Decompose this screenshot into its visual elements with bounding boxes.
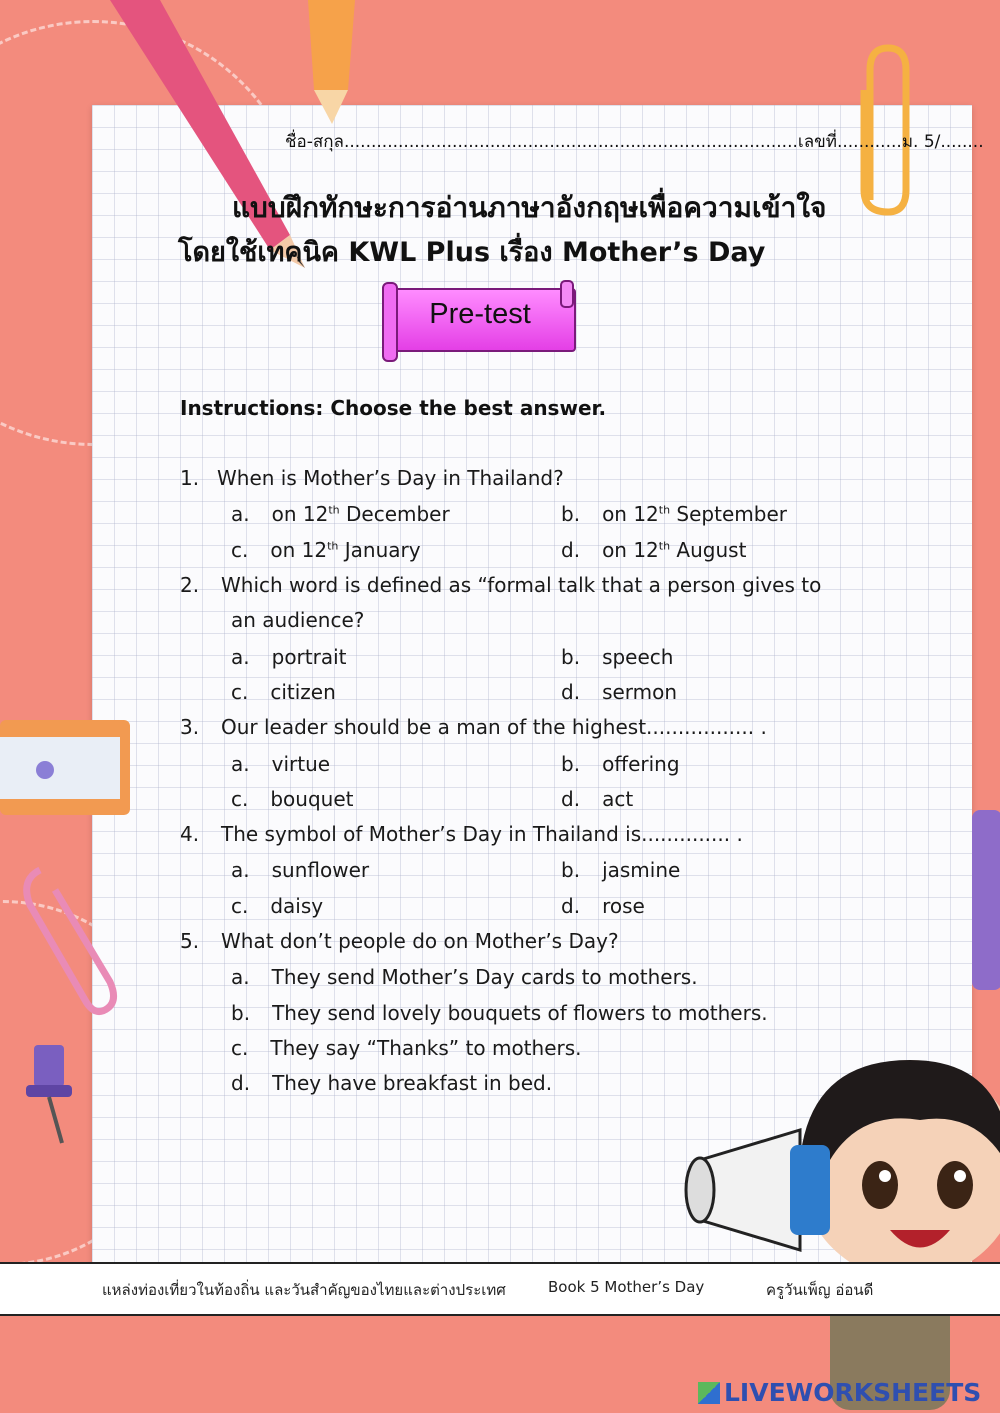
option-letter: a. xyxy=(231,502,250,526)
option-text: December xyxy=(339,502,450,526)
answer-option[interactable] xyxy=(231,645,347,669)
option-text: on 12 xyxy=(602,502,659,526)
answer-option[interactable] xyxy=(231,680,336,704)
option-text: January xyxy=(338,538,421,562)
option-text: daisy xyxy=(270,894,324,918)
option-text: citizen xyxy=(270,680,336,704)
option-letter: d. xyxy=(561,680,581,704)
question-text: When is Mother’s Day in Thailand? xyxy=(217,466,564,490)
name-label: ชื่อ-สกุล xyxy=(285,132,344,152)
answer-option[interactable] xyxy=(561,752,680,776)
answer-option[interactable] xyxy=(561,787,633,811)
question-text: Which word is defined as “formal talk that a person gives to xyxy=(221,573,822,597)
footer-subject: แหล่งท่องเที่ยวในท้องถิ่น และวันสำคัญของไทยและต่างประเทศ xyxy=(102,1281,506,1299)
option-letter: a. xyxy=(231,858,250,882)
question-number: 3. xyxy=(180,715,200,739)
push-pin-icon xyxy=(20,1035,90,1145)
question-number: 5. xyxy=(180,929,200,953)
option-letter: b. xyxy=(561,502,581,526)
answer-option[interactable] xyxy=(231,1001,768,1025)
option-letter: d. xyxy=(231,1071,251,1095)
option-text: act xyxy=(602,787,634,811)
question-number: 2. xyxy=(180,573,200,597)
option-text: offering xyxy=(602,752,680,776)
watermark-text: LIVEWORKSHEETS xyxy=(724,1378,982,1407)
paperclip-icon xyxy=(10,850,120,1020)
answer-option[interactable] xyxy=(231,858,369,882)
question-text: What don’t people do on Mother’s Day? xyxy=(221,929,619,953)
answer-option[interactable] xyxy=(231,1036,582,1060)
answer-option[interactable] xyxy=(231,752,330,776)
page-footer xyxy=(0,1262,1000,1316)
student-info-line xyxy=(285,128,984,155)
option-letter: b. xyxy=(231,1001,251,1025)
option-text: bouquet xyxy=(270,787,354,811)
option-letter: c. xyxy=(231,1036,249,1060)
question-text-continued: an audience? xyxy=(231,608,365,632)
question-text: The symbol of Mother’s Day in Thailand is.............. . xyxy=(221,822,743,846)
question-text: Our leader should be a man of the highest................. . xyxy=(221,715,767,739)
answer-option[interactable] xyxy=(561,502,787,526)
pre-test-banner xyxy=(382,282,574,360)
option-text: on 12 xyxy=(271,502,329,526)
answer-option[interactable] xyxy=(561,538,746,562)
option-letter: a. xyxy=(231,645,250,669)
number-label: เลขที่ xyxy=(797,132,837,152)
ordinal-suffix: th xyxy=(328,503,340,517)
answer-option[interactable] xyxy=(561,858,680,882)
option-text: They send Mother’s Day cards to mothers. xyxy=(271,965,698,989)
answer-option[interactable] xyxy=(231,502,450,526)
option-letter: c. xyxy=(231,538,249,562)
option-text: They have breakfast in bed. xyxy=(272,1071,553,1095)
answer-option[interactable] xyxy=(231,1071,552,1095)
ordinal-suffix: th xyxy=(327,539,339,553)
option-letter: d. xyxy=(561,538,581,562)
option-letter: c. xyxy=(231,894,249,918)
ordinal-suffix: th xyxy=(658,503,671,517)
orange-pencil-icon xyxy=(300,0,360,125)
option-letter: d. xyxy=(561,787,581,811)
answer-option[interactable] xyxy=(231,538,421,562)
option-text: jasmine xyxy=(602,858,681,882)
option-letter: a. xyxy=(231,965,250,989)
purple-marker-icon xyxy=(968,800,1000,990)
class-label: ม. 5/ xyxy=(901,132,941,152)
answer-option[interactable] xyxy=(231,787,353,811)
option-text: portrait xyxy=(271,645,347,669)
instructions: Instructions: Choose the best answer. xyxy=(180,396,607,420)
question-number: 4. xyxy=(180,822,200,846)
option-letter: c. xyxy=(231,680,249,704)
answer-option[interactable] xyxy=(561,645,673,669)
option-text: rose xyxy=(602,894,645,918)
footer-book: Book 5 Mother’s Day xyxy=(548,1278,705,1296)
option-text: virtue xyxy=(271,752,331,776)
option-letter: b. xyxy=(561,858,581,882)
option-text: speech xyxy=(602,645,674,669)
option-text: September xyxy=(670,502,787,526)
ordinal-suffix: th xyxy=(658,539,671,553)
answer-option[interactable] xyxy=(561,680,677,704)
option-text: August xyxy=(670,538,747,562)
option-letter: a. xyxy=(231,752,250,776)
number-blank: ............ xyxy=(836,132,902,152)
boy-with-megaphone-illustration xyxy=(680,1050,1000,1410)
title-line-2: โดยใช้เทคนิค KWL Plus เรื่อง Mother’s Day xyxy=(178,237,766,268)
name-blank: .................................................................................... xyxy=(343,132,798,152)
option-letter: d. xyxy=(561,894,581,918)
sharpener-icon xyxy=(0,715,135,825)
option-text: on 12 xyxy=(602,538,659,562)
option-text: sermon xyxy=(602,680,678,704)
banner-label: Pre-test xyxy=(429,298,531,330)
answer-option[interactable] xyxy=(561,894,645,918)
answer-option[interactable] xyxy=(231,894,323,918)
option-text: They send lovely bouquets of flowers to mothers. xyxy=(272,1001,768,1025)
option-text: They say “Thanks” to mothers. xyxy=(270,1036,582,1060)
question-number: 1. xyxy=(180,466,200,490)
option-letter: c. xyxy=(231,787,249,811)
answer-option[interactable] xyxy=(231,965,698,989)
option-text: on 12 xyxy=(270,538,328,562)
option-letter: b. xyxy=(561,645,581,669)
footer-teacher: ครูวันเพ็ญ อ่อนดี xyxy=(766,1281,874,1299)
option-text: sunflower xyxy=(271,858,370,882)
liveworksheets-logo-icon xyxy=(698,1382,720,1404)
class-blank: ........ xyxy=(940,132,984,152)
liveworksheets-watermark xyxy=(698,1378,981,1407)
option-letter: b. xyxy=(561,752,581,776)
title-line-1: แบบฝึกทักษะการอ่านภาษาอังกฤษเพื่อความเข้าใจ xyxy=(232,191,827,224)
